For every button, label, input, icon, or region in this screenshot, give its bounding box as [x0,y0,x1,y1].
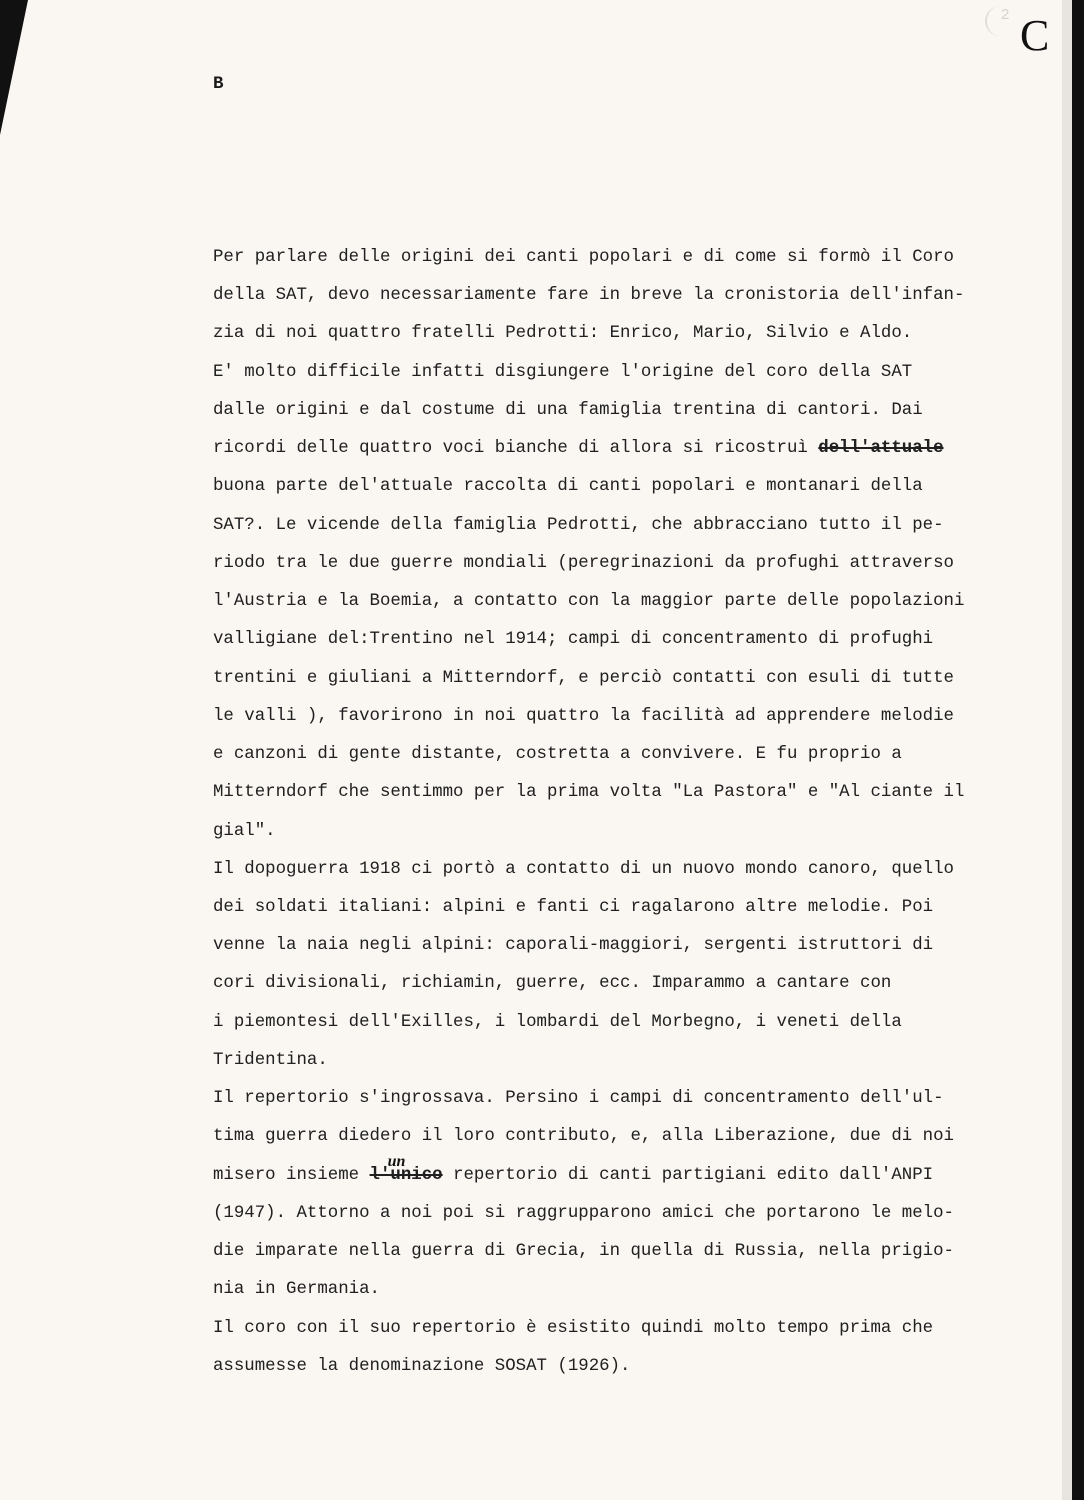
text-line [213,1195,964,1233]
text-line [213,1310,964,1348]
text-segment: misero insieme [213,1165,370,1185]
text-segment: dei soldati italiani: alpini e fanti ci ragalarono altre melodie. Poi [213,897,934,917]
text-segment: cori divisionali, richiamin, guerre, ecc. Imparammo a cantare con [213,974,892,994]
text-line [213,1152,964,1195]
page-number: 2 [985,6,1025,36]
handwritten-correction: un [387,1152,406,1170]
text-line [213,277,964,315]
text-line [213,583,964,621]
text-segment: die imparate nella guerra di Grecia, in quella di Russia, nella prigio- [213,1242,954,1262]
text-line [213,1271,964,1309]
scan-corner-shadow [0,0,28,135]
struck-text: dell'attuale [818,439,944,459]
text-line [213,507,964,545]
text-line [213,813,964,851]
text-segment: valligiane del:Trentino nel 1914; campi di concentramento di profughi [213,630,934,650]
text-segment: Tridentina. [213,1050,328,1070]
text-segment: (1947). Attorno a noi poi si raggrupparono amici che portarono le melo- [213,1203,954,1223]
struck-text: l'unico [369,1165,443,1185]
text-line [213,1348,964,1386]
section-letter: B [213,74,224,94]
text-line [213,698,964,736]
text-segment: dalle origini e dal costume di una famiglia trentina di cantori. Dai [213,400,923,420]
text-segment: nia in Germania. [213,1280,380,1300]
text-segment: ricordi delle quattro voci bianche di allora si ricostruì [213,439,819,459]
text-segment: Il repertorio s'ingrossava. Persino i campi di concentramento dell'ul- [213,1089,944,1109]
text-line [213,965,964,1003]
handwritten-mark: C [1020,11,1050,60]
text-segment: zia di noi quattro fratelli Pedrotti: Enrico, Mario, Silvio e Aldo. [213,324,913,344]
typewritten-text [213,239,964,1386]
text-segment: SAT?. Le vicende della famiglia Pedrotti, che abbracciano tutto il pe- [213,515,944,535]
text-line [213,660,964,698]
text-segment: E' molto difficile infatti disgiungere l'origine del coro della SAT [213,362,913,382]
text-line [213,1080,964,1118]
text-segment: gial". [213,821,276,841]
text-line [213,927,964,965]
text-segment: Il coro con il suo repertorio è esistito quindi molto tempo prima che [213,1318,934,1338]
text-segment: Il dopoguerra 1918 ci portò a contatto di un nuovo mondo canoro, quello [213,859,954,879]
text-segment: venne la naia negli alpini: caporali-maggiori, sergenti istruttori di [213,936,934,956]
text-segment: Mitterndorf che sentimmo per la prima volta "La Pastora" e "Al ciante il [213,783,965,803]
text-line [213,774,964,812]
text-segment: le valli ), favorirono in noi quattro la facilità ad apprendere melodie [213,706,954,726]
text-segment: riodo tra le due guerre mondiali (peregrinazioni da profughi attraverso [213,553,954,573]
text-segment: buona parte del'attuale raccolta di canti popolari e montanari della [213,477,923,497]
text-segment: assumesse la denominazione SOSAT (1926). [213,1356,631,1376]
text-segment: e canzoni di gente distante, costretta a convivere. E fu proprio a [213,745,902,765]
text-line [213,889,964,927]
text-line [213,239,964,277]
text-line [213,315,964,353]
text-segment: trentini e giuliani a Mitterndorf, e perciò contatti con esuli di tutte [213,668,954,688]
text-line [213,621,964,659]
text-segment: della SAT, devo necessariamente fare in breve la cronistoria dell'infan- [213,286,965,306]
text-line [213,851,964,889]
text-line [213,1042,964,1080]
text-line [213,392,964,430]
text-line [213,545,964,583]
text-segment: tima guerra diedero il loro contributo, e, alla Liberazione, due di noi [213,1127,954,1147]
text-segment: Per parlare delle origini dei canti popolari e di come si formò il Coro [213,248,954,267]
text-line [213,736,964,774]
page-edge [1062,0,1072,1500]
text-line [213,468,964,506]
text-line [213,354,964,392]
text-line [213,1118,964,1156]
text-segment: repertorio di canti partigiani edito dall'ANPI [442,1165,934,1185]
text-line [213,1233,964,1271]
text-line [213,430,964,468]
text-segment: l'Austria e la Boemia, a contatto con la maggior parte delle popolazioni [213,592,965,612]
text-segment: i piemontesi dell'Exilles, i lombardi del Morbegno, i veneti della [213,1012,902,1032]
text-line [213,1004,964,1042]
